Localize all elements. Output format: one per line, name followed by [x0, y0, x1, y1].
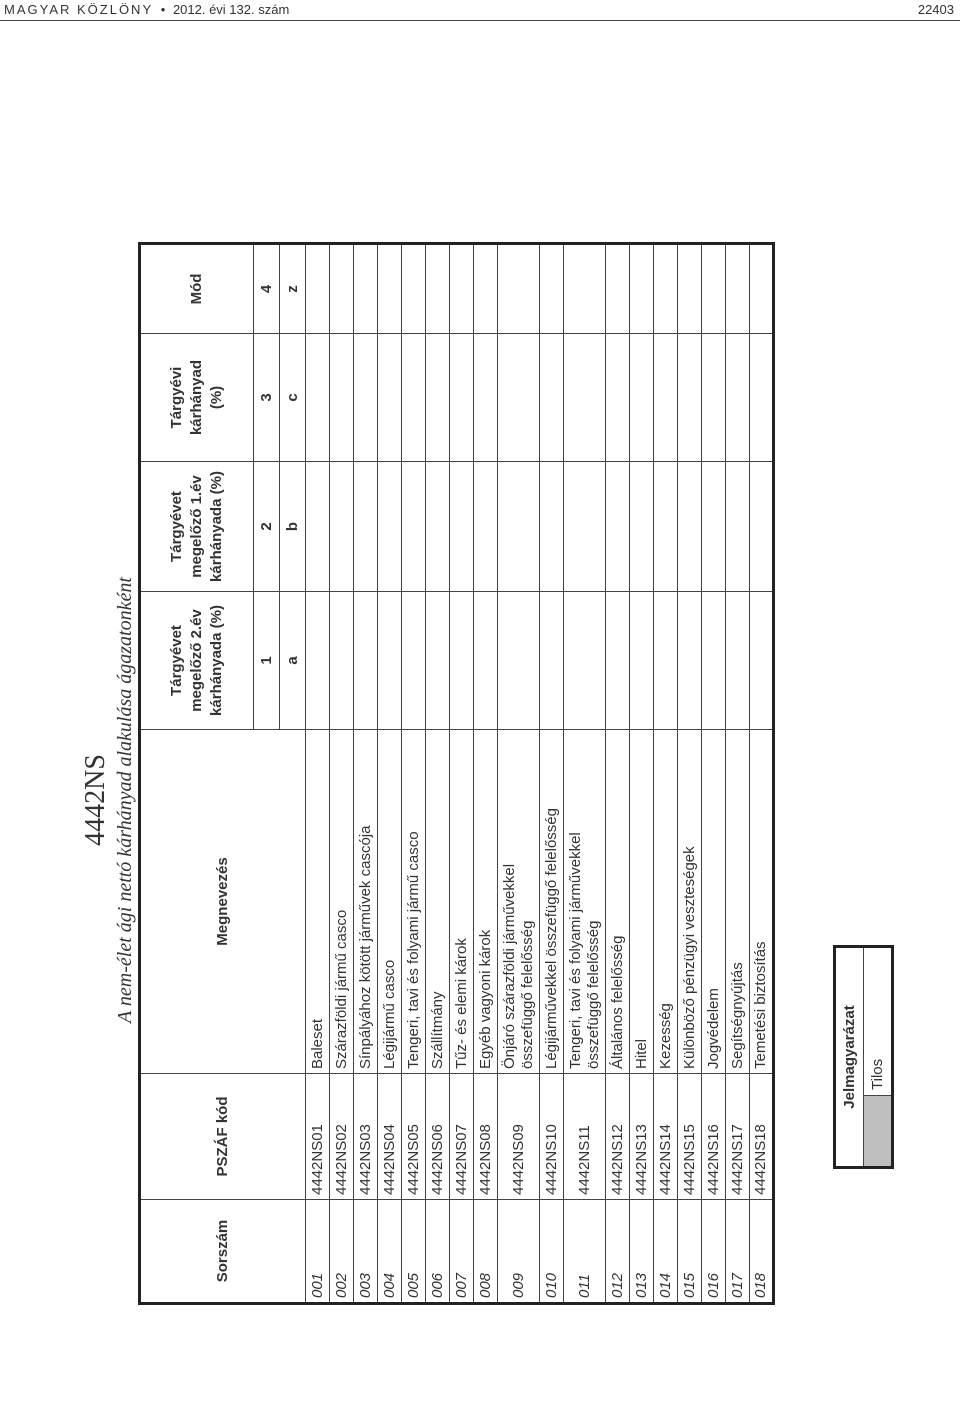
- row-megnevezes: [330, 730, 354, 1074]
- table-row: [306, 244, 330, 1304]
- row-cell-3: [402, 334, 426, 462]
- row-sorszam: 008: [474, 1200, 498, 1304]
- row-sorszam: 012: [606, 1200, 630, 1304]
- row-megnevezes-line: Légijármű casco: [380, 959, 398, 1069]
- row-pszaf-kod: 4442NS18: [750, 1074, 774, 1200]
- row-cell-3: [330, 334, 354, 462]
- row-sorszam: 009: [498, 1200, 540, 1304]
- row-cell-3: [426, 334, 450, 462]
- row-sorszam: 010: [540, 1200, 564, 1304]
- row-pszaf-kod: 4442NS08: [474, 1074, 498, 1200]
- row-cell-mod: [354, 244, 378, 334]
- row-megnevezes: [354, 730, 378, 1074]
- row-sorszam: 017: [726, 1200, 750, 1304]
- row-cell-mod: [726, 244, 750, 334]
- row-cell-mod: [654, 244, 678, 334]
- row-cell-1: [306, 592, 330, 730]
- column-letter: a: [280, 592, 306, 730]
- row-cell-1: [750, 592, 774, 730]
- row-cell-3: [654, 334, 678, 462]
- row-cell-3: [306, 334, 330, 462]
- table-row: [702, 244, 726, 1304]
- table-row: [330, 244, 354, 1304]
- row-cell-2: [750, 462, 774, 592]
- row-cell-2: [702, 462, 726, 592]
- row-cell-1: [378, 592, 402, 730]
- row-cell-2: [540, 462, 564, 592]
- header-col2-line: kárhányada (%): [208, 471, 225, 582]
- row-megnevezes-line: Egyéb vagyoni károk: [476, 929, 494, 1069]
- row-cell-mod: [474, 244, 498, 334]
- page-header: [0, 0, 960, 22]
- row-megnevezes-line: Önjáró szárazföldi járművekkel: [500, 863, 518, 1069]
- column-number: 1: [254, 592, 280, 730]
- row-cell-3: [474, 334, 498, 462]
- row-sorszam: 013: [630, 1200, 654, 1304]
- row-cell-1: [450, 592, 474, 730]
- row-cell-3: [378, 334, 402, 462]
- table-row: [378, 244, 402, 1304]
- table-row: [450, 244, 474, 1304]
- row-cell-2: [426, 462, 450, 592]
- header-col3-line: kárhányad: [188, 359, 205, 436]
- row-sorszam: 001: [306, 1200, 330, 1304]
- header-col3-line: Tárgyévi: [168, 366, 185, 429]
- row-cell-3: [540, 334, 564, 462]
- row-cell-1: [474, 592, 498, 730]
- row-megnevezes: [564, 730, 606, 1074]
- table-row: [354, 244, 378, 1304]
- row-sorszam: 006: [426, 1200, 450, 1304]
- row-pszaf-kod: 4442NS06: [426, 1074, 450, 1200]
- row-cell-2: [354, 462, 378, 592]
- row-cell-2: [564, 462, 606, 592]
- publication-name: MAGYAR KÖZLÖNY: [4, 2, 154, 17]
- header-megnevezes: Megnevezés: [140, 730, 306, 1074]
- row-cell-mod: [702, 244, 726, 334]
- row-cell-3: [498, 334, 540, 462]
- row-sorszam: 007: [450, 1200, 474, 1304]
- row-cell-3: [630, 334, 654, 462]
- row-pszaf-kod: 4442NS04: [378, 1074, 402, 1200]
- row-megnevezes-line: Baleset: [308, 1018, 326, 1069]
- row-megnevezes-line: Különböző pénzügyi veszteségek: [680, 846, 698, 1069]
- header-col1: [140, 592, 254, 730]
- row-pszaf-kod: 4442NS01: [306, 1074, 330, 1200]
- row-pszaf-kod: 4442NS13: [630, 1074, 654, 1200]
- row-megnevezes-line: Szállítmány: [428, 991, 446, 1069]
- row-cell-mod: [378, 244, 402, 334]
- header-col2-line: Tárgyévet: [168, 491, 185, 562]
- row-pszaf-kod: 4442NS03: [354, 1074, 378, 1200]
- row-megnevezes: [726, 730, 750, 1074]
- row-pszaf-kod: 4442NS09: [498, 1074, 540, 1200]
- row-cell-mod: [606, 244, 630, 334]
- publication-header: [4, 2, 289, 17]
- row-cell-3: [354, 334, 378, 462]
- row-megnevezes: [474, 730, 498, 1074]
- header-col2-line: megelőző 1.év: [188, 475, 205, 578]
- header-col4: Mód: [140, 244, 254, 334]
- row-pszaf-kod: 4442NS16: [702, 1074, 726, 1200]
- row-cell-2: [330, 462, 354, 592]
- row-cell-2: [402, 462, 426, 592]
- row-megnevezes: [402, 730, 426, 1074]
- row-cell-2: [726, 462, 750, 592]
- header-sorszam: Sorszám: [140, 1200, 306, 1304]
- table-body: [306, 244, 774, 1304]
- row-cell-3: [450, 334, 474, 462]
- row-megnevezes-line: Tengeri, tavi és folyami jármű casco: [404, 831, 422, 1069]
- row-megnevezes: [630, 730, 654, 1074]
- row-cell-mod: [750, 244, 774, 334]
- row-cell-1: [540, 592, 564, 730]
- table-row: [564, 244, 606, 1304]
- row-pszaf-kod: 4442NS17: [726, 1074, 750, 1200]
- row-pszaf-kod: 4442NS10: [540, 1074, 564, 1200]
- row-cell-mod: [678, 244, 702, 334]
- table-row: [678, 244, 702, 1304]
- row-pszaf-kod: 4442NS15: [678, 1074, 702, 1200]
- table-row: [474, 244, 498, 1304]
- header-col1-line: megelőző 2.év: [188, 609, 205, 712]
- row-pszaf-kod: 4442NS11: [564, 1074, 606, 1200]
- bullet: •: [160, 2, 166, 17]
- claims-ratio-table: [138, 242, 775, 1305]
- row-cell-2: [450, 462, 474, 592]
- row-cell-2: [474, 462, 498, 592]
- row-cell-3: [606, 334, 630, 462]
- row-megnevezes-line: Hitel: [632, 1038, 650, 1069]
- row-megnevezes: [306, 730, 330, 1074]
- table-row: [498, 244, 540, 1304]
- header-rule: [0, 20, 960, 21]
- row-cell-3: [678, 334, 702, 462]
- document-title: 4442NS: [80, 754, 111, 846]
- row-megnevezes: [540, 730, 564, 1074]
- row-cell-2: [630, 462, 654, 592]
- row-cell-1: [564, 592, 606, 730]
- document-subtitle: A nem-élet ági nettó kárhányad alakulása ágazatonként: [114, 577, 136, 1023]
- row-megnevezes-line: Általános felelősség: [608, 935, 626, 1069]
- legend-label-forbidden: Tilos: [864, 947, 893, 1096]
- column-letter: c: [280, 334, 306, 462]
- column-letter: z: [280, 244, 306, 334]
- row-megnevezes-line: Légijárművekkel összefüggő felelősség: [542, 808, 560, 1069]
- row-sorszam: 005: [402, 1200, 426, 1304]
- row-pszaf-kod: 4442NS12: [606, 1074, 630, 1200]
- row-cell-3: [564, 334, 606, 462]
- row-cell-1: [630, 592, 654, 730]
- header-pszaf-kod: PSZÁF kód: [140, 1074, 306, 1200]
- row-megnevezes: [498, 730, 540, 1074]
- row-megnevezes: [750, 730, 774, 1074]
- table-row: [630, 244, 654, 1304]
- row-megnevezes: [678, 730, 702, 1074]
- column-number: 4: [254, 244, 280, 334]
- row-cell-3: [750, 334, 774, 462]
- row-cell-mod: [630, 244, 654, 334]
- row-cell-1: [426, 592, 450, 730]
- row-cell-1: [606, 592, 630, 730]
- row-cell-1: [654, 592, 678, 730]
- row-cell-1: [498, 592, 540, 730]
- row-sorszam: 018: [750, 1200, 774, 1304]
- row-pszaf-kod: 4442NS05: [402, 1074, 426, 1200]
- row-pszaf-kod: 4442NS02: [330, 1074, 354, 1200]
- row-megnevezes: [606, 730, 630, 1074]
- row-sorszam: 003: [354, 1200, 378, 1304]
- row-megnevezes: [702, 730, 726, 1074]
- legend-box: [833, 945, 894, 1169]
- row-megnevezes-line: Temetési biztosítás: [752, 941, 769, 1069]
- row-sorszam: 016: [702, 1200, 726, 1304]
- row-cell-mod: [450, 244, 474, 334]
- row-megnevezes: [426, 730, 450, 1074]
- row-megnevezes: [654, 730, 678, 1074]
- legend-swatch-forbidden: [864, 1096, 893, 1168]
- row-megnevezes-line: Kezesség: [656, 1003, 674, 1069]
- header-col1-line: Tárgyévet: [168, 625, 185, 696]
- row-megnevezes: [378, 730, 402, 1074]
- row-pszaf-kod: 4442NS14: [654, 1074, 678, 1200]
- row-cell-3: [702, 334, 726, 462]
- table-row: [540, 244, 564, 1304]
- row-cell-mod: [540, 244, 564, 334]
- row-sorszam: 002: [330, 1200, 354, 1304]
- row-cell-1: [678, 592, 702, 730]
- row-megnevezes-line: Segítségnyújtás: [728, 962, 746, 1069]
- table-row: [426, 244, 450, 1304]
- legend-title: Jelmagyarázat: [835, 947, 864, 1168]
- table-row: [402, 244, 426, 1304]
- row-sorszam: 014: [654, 1200, 678, 1304]
- rotated-page-content: [80, 245, 886, 1355]
- row-cell-mod: [564, 244, 606, 334]
- row-cell-1: [402, 592, 426, 730]
- row-cell-1: [330, 592, 354, 730]
- issue-number: 2012. évi 132. szám: [172, 2, 290, 17]
- column-letter: b: [280, 462, 306, 592]
- row-sorszam: 015: [678, 1200, 702, 1304]
- row-megnevezes-line: Tűz- és elemi károk: [452, 938, 470, 1069]
- header-col2: [140, 462, 254, 592]
- header-col1-line: kárhányada (%): [208, 605, 225, 716]
- row-cell-mod: [498, 244, 540, 334]
- row-megnevezes-line: Sínpályához kötött járművek cascója: [356, 825, 374, 1069]
- table-row: [726, 244, 750, 1304]
- row-megnevezes-line: összefüggő felelősség: [518, 920, 536, 1069]
- row-sorszam: 011: [564, 1200, 606, 1304]
- row-megnevezes-line: Tengeri, tavi és folyami járművekkel: [566, 832, 584, 1069]
- row-megnevezes-line: Jogvédelem: [704, 988, 722, 1069]
- row-cell-mod: [330, 244, 354, 334]
- row-cell-1: [726, 592, 750, 730]
- row-cell-3: [726, 334, 750, 462]
- row-cell-1: [354, 592, 378, 730]
- table-row: [606, 244, 630, 1304]
- table-row: [654, 244, 678, 1304]
- row-megnevezes: [450, 730, 474, 1074]
- row-cell-2: [678, 462, 702, 592]
- header-row: [140, 244, 254, 1304]
- table-row: [750, 244, 774, 1304]
- row-cell-mod: [306, 244, 330, 334]
- row-cell-2: [378, 462, 402, 592]
- column-number: 2: [254, 462, 280, 592]
- column-number: 3: [254, 334, 280, 462]
- row-cell-2: [606, 462, 630, 592]
- row-cell-2: [654, 462, 678, 592]
- row-cell-2: [498, 462, 540, 592]
- row-cell-1: [702, 592, 726, 730]
- header-col3-line: (%): [208, 385, 225, 410]
- row-cell-2: [306, 462, 330, 592]
- row-cell-mod: [402, 244, 426, 334]
- row-cell-mod: [426, 244, 450, 334]
- row-megnevezes-line: összefüggő felelősség: [584, 920, 602, 1069]
- row-megnevezes-line: Szárazföldi jármű casco: [332, 909, 350, 1069]
- row-sorszam: 004: [378, 1200, 402, 1304]
- page-number: 22403: [917, 2, 954, 17]
- row-pszaf-kod: 4442NS07: [450, 1074, 474, 1200]
- header-col3: [140, 334, 254, 462]
